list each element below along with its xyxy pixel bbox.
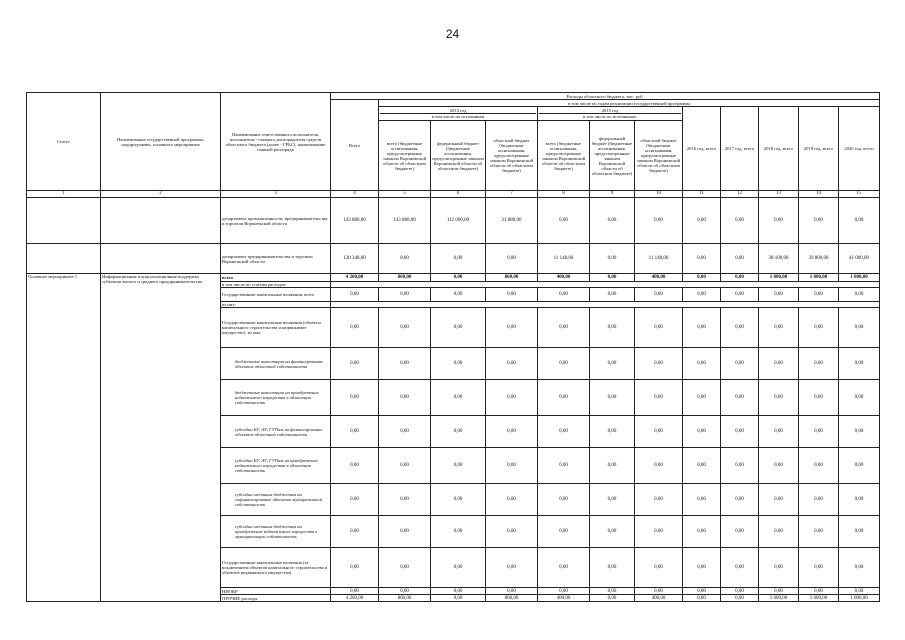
- value-cell: 1 000,00: [799, 595, 839, 602]
- value-cell: 0,00: [635, 348, 683, 380]
- value-cell: 0,00: [683, 516, 721, 548]
- value-cell: 0,00: [331, 588, 379, 595]
- value-cell: 0,00: [759, 198, 799, 244]
- header-year-2015-label: 2015 год: [601, 108, 619, 113]
- header-year-2014: [379, 107, 538, 121]
- value-cell: 0,00: [431, 348, 486, 380]
- value-cell: 130 348,00: [331, 244, 379, 274]
- value-cell: 0,00: [590, 380, 635, 416]
- column-number: 9: [590, 191, 635, 198]
- value-cell: 0,00: [431, 516, 486, 548]
- value-cell: 0,00: [486, 484, 538, 516]
- value-cell: 39 800,00: [799, 244, 839, 274]
- header-2014-obl: областной бюджет (бюджетные ассигнования, предусмотренные законом Воронежской области об областном бюджете): [486, 121, 538, 191]
- value-cell: 0,00: [486, 380, 538, 416]
- value-cell: 1 000,00: [799, 274, 839, 282]
- value-cell: 0,00: [683, 348, 721, 380]
- status-cell-empty: [27, 198, 101, 244]
- header-2016: 2016 год, всего: [683, 107, 721, 191]
- value-cell: 0,00: [635, 448, 683, 484]
- value-cell: 0,00: [486, 288, 538, 302]
- value-cell: 0,00: [331, 288, 379, 302]
- value-cell: 41 000,00: [839, 244, 880, 274]
- value-cell: 0,00: [486, 548, 538, 588]
- value-cell: 0,00: [683, 588, 721, 595]
- value-cell: 0,00: [839, 198, 880, 244]
- value-cell: 0,00: [721, 198, 759, 244]
- value-cell: 0,00: [721, 308, 759, 348]
- value-cell: 0,00: [721, 484, 759, 516]
- column-number: 14: [799, 191, 839, 198]
- expense-label: субсидии БУ, АУ, ГУПам на финансирование объектов областной собственности: [221, 416, 331, 448]
- value-cell: 0,00: [331, 484, 379, 516]
- header-2018: 2018 год, всего: [759, 107, 799, 191]
- value-cell: 0,00: [331, 548, 379, 588]
- value-cell: 0,00: [538, 448, 590, 484]
- column-number: 8: [538, 191, 590, 198]
- value-cell: 0,00: [486, 244, 538, 274]
- value-cell: 0,00: [635, 380, 683, 416]
- column-number: 12: [721, 191, 759, 198]
- header-2014-all: всего (бюджетные ассигнования, предусмотренные законом Воронежской области об областном бюджете): [379, 121, 431, 191]
- value-cell: 38 100,00: [759, 244, 799, 274]
- value-cell: 0,00: [721, 274, 759, 282]
- column-number: 4: [331, 191, 379, 198]
- value-cell: 0,00: [799, 308, 839, 348]
- value-cell: 0,00: [590, 595, 635, 602]
- value-cell: 860,00: [379, 274, 431, 282]
- expense-label: ПРОЧИЕ расходы: [221, 595, 331, 602]
- value-cell: 0,00: [683, 308, 721, 348]
- header-incl-sources-2015: в том числе по источникам:: [539, 113, 681, 119]
- value-cell: 0,00: [799, 380, 839, 416]
- value-cell: 11 148,00: [635, 244, 683, 274]
- value-cell: 0,00: [538, 588, 590, 595]
- value-cell: 0,00: [538, 548, 590, 588]
- value-cell: 1 000,00: [839, 595, 880, 602]
- value-cell: 0,00: [799, 484, 839, 516]
- expense-label: всего: [221, 274, 331, 282]
- value-cell: 0,00: [331, 308, 379, 348]
- value-cell: 0,00: [721, 348, 759, 380]
- header-year-2014-label: 2014 год: [449, 108, 467, 113]
- value-cell: 0,00: [331, 348, 379, 380]
- value-cell: 0,00: [635, 416, 683, 448]
- value-cell: 143 880,00: [331, 198, 379, 244]
- value-cell: 0,00: [799, 288, 839, 302]
- value-cell: 0,00: [683, 380, 721, 416]
- value-cell: 0,00: [839, 416, 880, 448]
- value-cell: 0,00: [590, 308, 635, 348]
- value-cell: 0,00: [379, 380, 431, 416]
- value-cell: 0,00: [635, 198, 683, 244]
- value-cell: 0,00: [379, 416, 431, 448]
- value-cell: 1 000,00: [759, 274, 799, 282]
- header-expenses: Расходы областного бюджета, тыс. руб.: [331, 93, 880, 100]
- column-number: 15: [839, 191, 880, 198]
- value-cell: 0,00: [799, 588, 839, 595]
- value-cell: 112 000,00: [431, 198, 486, 244]
- value-cell: 0,00: [799, 448, 839, 484]
- value-cell: 400,00: [635, 274, 683, 282]
- header-executor: Наименование ответственного исполнителя, исполнителя - главного распорядителя средств областного бюджета (далее - ГРБС), наименование главной распорядк: [221, 93, 331, 191]
- value-cell: 0,00: [379, 484, 431, 516]
- expense-label: бюджетные инвестиции на приобретение недвижимого имущества в областную собственность: [221, 380, 331, 416]
- value-cell: 0,00: [590, 448, 635, 484]
- value-cell: 0,00: [759, 416, 799, 448]
- value-cell: 0,00: [799, 516, 839, 548]
- value-cell: 0,00: [721, 516, 759, 548]
- value-cell: 0,00: [331, 516, 379, 548]
- value-cell: 0,00: [721, 448, 759, 484]
- executor-cell: департамент промышленности, предпринимательства и торговли Воронежской области: [221, 198, 331, 244]
- header-year-2015: [538, 107, 683, 121]
- value-cell: 0,00: [759, 588, 799, 595]
- column-number: 10: [635, 191, 683, 198]
- value-cell: 0,00: [683, 198, 721, 244]
- value-cell: 0,00: [799, 198, 839, 244]
- value-cell: 0,00: [721, 380, 759, 416]
- column-number: 1: [27, 191, 101, 198]
- name-cell-empty: [101, 198, 221, 244]
- value-cell: 0,00: [379, 348, 431, 380]
- value-cell: 0,00: [683, 416, 721, 448]
- value-cell: 0,00: [431, 380, 486, 416]
- value-cell: 1 000,00: [759, 595, 799, 602]
- column-number: 2: [101, 191, 221, 198]
- value-cell: 0,00: [839, 448, 880, 484]
- table-body: [27, 93, 880, 602]
- status-cell-empty: [27, 244, 101, 274]
- value-cell: 0,00: [759, 380, 799, 416]
- value-cell: 0,00: [839, 288, 880, 302]
- activity-status: Основное мероприятие 1: [27, 274, 101, 602]
- table-row: [27, 244, 880, 274]
- value-cell: 0,00: [683, 484, 721, 516]
- value-cell: 0,00: [379, 244, 431, 274]
- value-cell: 0,00: [538, 308, 590, 348]
- value-cell: 0,00: [635, 548, 683, 588]
- value-cell: 0,00: [590, 274, 635, 282]
- header-total: Всего: [331, 100, 379, 191]
- value-cell: 0,00: [759, 516, 799, 548]
- table-row: [27, 198, 880, 244]
- value-cell: 0,00: [839, 348, 880, 380]
- value-cell: 860,00: [486, 595, 538, 602]
- expense-label: Государственные капитальные вложения, всего: [221, 288, 331, 302]
- header-2015-all: всего (бюджетные ассигнования, предусмотренные законом Воронежской области об областном бюджете): [538, 121, 590, 191]
- column-number: 3: [221, 191, 331, 198]
- value-cell: 0,00: [590, 198, 635, 244]
- value-cell: 0,00: [721, 244, 759, 274]
- value-cell: 0,00: [635, 588, 683, 595]
- value-cell: 0,00: [538, 484, 590, 516]
- value-cell: 0,00: [431, 274, 486, 282]
- value-cell: 0,00: [683, 548, 721, 588]
- value-cell: 0,00: [683, 448, 721, 484]
- value-cell: 31 880,00: [486, 198, 538, 244]
- value-cell: 0,00: [431, 448, 486, 484]
- value-cell: 0,00: [839, 548, 880, 588]
- value-cell: 0,00: [683, 274, 721, 282]
- value-cell: 0,00: [590, 548, 635, 588]
- value-cell: 0,00: [331, 448, 379, 484]
- expense-label: в том числе по статьям расходов:: [221, 282, 331, 288]
- value-cell: 0,00: [379, 288, 431, 302]
- expense-label: субсидии местным бюджетам на софинансирование объектов муниципальной собственности: [221, 484, 331, 516]
- value-cell: 0,00: [486, 448, 538, 484]
- value-cell: 0,00: [839, 308, 880, 348]
- value-cell: 0,00: [486, 348, 538, 380]
- page-number: 24: [445, 27, 460, 41]
- header-2014-fed: федеральный бюджет (бюджетные ассигнования, предусмотренные законом Воронежской области об областном бюджете): [431, 121, 486, 191]
- expense-label: субсидии БУ, АУ, ГУПам на приобретение недвижимого имущества в областную собственность: [221, 448, 331, 484]
- value-cell: 0,00: [590, 484, 635, 516]
- value-cell: 0,00: [379, 588, 431, 595]
- header-2020: 2020 год, всего: [839, 107, 880, 191]
- value-cell: 0,00: [486, 308, 538, 348]
- value-cell: 0,00: [431, 416, 486, 448]
- value-cell: 860,00: [486, 274, 538, 282]
- value-cell: 0,00: [635, 288, 683, 302]
- value-cell: 0,00: [538, 516, 590, 548]
- value-cell: 0,00: [721, 595, 759, 602]
- value-cell: 0,00: [538, 198, 590, 244]
- value-cell: 0,00: [759, 448, 799, 484]
- value-cell: 0,00: [683, 595, 721, 602]
- value-cell: 11 148,00: [538, 244, 590, 274]
- value-cell: 0,00: [635, 484, 683, 516]
- value-cell: 860,00: [379, 595, 431, 602]
- value-cell: 0,00: [759, 288, 799, 302]
- value-cell: 0,00: [538, 348, 590, 380]
- column-number: 5: [379, 191, 431, 198]
- value-cell: 0,00: [486, 588, 538, 595]
- header-incl-sources: в том числе по источникам: [380, 113, 536, 119]
- value-cell: 0,00: [839, 484, 880, 516]
- value-cell: 0,00: [431, 595, 486, 602]
- expense-label: бюджетные инвестиции на финансирование объектов областной собственности: [221, 348, 331, 380]
- value-cell: 0,00: [759, 308, 799, 348]
- expense-label: Государственные капитальные вложения (за исключением объектов капитального строительства и объектов недвижимого имущества): [221, 548, 331, 588]
- value-cell: 0,00: [759, 484, 799, 516]
- value-cell: 400,00: [538, 595, 590, 602]
- value-cell: 0,00: [431, 588, 486, 595]
- value-cell: 0,00: [799, 416, 839, 448]
- value-cell: 0,00: [431, 308, 486, 348]
- value-cell: 0,00: [721, 588, 759, 595]
- expense-label: из них:: [221, 302, 331, 308]
- value-cell: 0,00: [538, 288, 590, 302]
- value-cell: 400,00: [538, 274, 590, 282]
- value-cell: 143 880,00: [379, 198, 431, 244]
- header-2019: 2019 год, всего: [799, 107, 839, 191]
- value-cell: 0,00: [839, 380, 880, 416]
- header-2015-fed: федеральный бюджет (бюджетные ассигнования, предусмотренные законом Воронежской области об областном бюджете): [590, 121, 635, 191]
- column-number-row: [27, 191, 880, 198]
- value-cell: 0,00: [683, 244, 721, 274]
- header-name: Наименование государственной программы, подпрограммы, основного мероприятия: [101, 93, 221, 191]
- column-number: 6: [431, 191, 486, 198]
- value-cell: 0,00: [538, 380, 590, 416]
- value-cell: 0,00: [379, 548, 431, 588]
- executor-cell: департамент предпринимательства и торговли Воронежской области: [221, 244, 331, 274]
- value-cell: 0,00: [486, 516, 538, 548]
- value-cell: 0,00: [431, 484, 486, 516]
- value-cell: 0,00: [379, 448, 431, 484]
- header-2015-obl: областной бюджет (бюджетные ассигнования, предусмотренные законом Воронежской области об областном бюджете): [635, 121, 683, 191]
- value-cell: 0,00: [486, 416, 538, 448]
- expense-label: Государственные капитальные вложения (объекты капитального строительства и недвижимое имущество), из них:: [221, 308, 331, 348]
- value-cell: 0,00: [379, 308, 431, 348]
- header-status: Статус: [27, 93, 101, 191]
- value-cell: 0,00: [431, 288, 486, 302]
- value-cell: 0,00: [538, 416, 590, 448]
- value-cell: 0,00: [721, 288, 759, 302]
- value-cell: 0,00: [759, 548, 799, 588]
- value-cell: 0,00: [590, 348, 635, 380]
- table-row: [27, 274, 880, 282]
- column-number: 11: [683, 191, 721, 198]
- value-cell: 4 260,00: [331, 595, 379, 602]
- value-cell: 0,00: [721, 416, 759, 448]
- expense-label: субсидии местным бюджетам на приобретение недвижимого имущества в муниципальную собственность: [221, 516, 331, 548]
- value-cell: 0,00: [331, 380, 379, 416]
- budget-table: [26, 92, 880, 602]
- value-cell: 0,00: [799, 548, 839, 588]
- value-cell: 0,00: [635, 516, 683, 548]
- name-cell-empty: [101, 244, 221, 274]
- column-number: 13: [759, 191, 799, 198]
- expense-label: НИОКР: [221, 588, 331, 595]
- value-cell: 0,00: [799, 348, 839, 380]
- value-cell: 1 000,00: [839, 274, 880, 282]
- value-cell: 0,00: [839, 588, 880, 595]
- value-cell: 0,00: [721, 548, 759, 588]
- column-number: 7: [486, 191, 538, 198]
- value-cell: 0,00: [331, 416, 379, 448]
- value-cell: 0,00: [683, 288, 721, 302]
- value-cell: 0,00: [590, 516, 635, 548]
- value-cell: 0,00: [431, 244, 486, 274]
- value-cell: 0,00: [590, 416, 635, 448]
- value-cell: 4 260,00: [331, 274, 379, 282]
- value-cell: 0,00: [590, 288, 635, 302]
- value-cell: 400,00: [635, 595, 683, 602]
- header-2017: 2017 год, всего: [721, 107, 759, 191]
- value-cell: 0,00: [379, 516, 431, 548]
- value-cell: 0,00: [431, 548, 486, 588]
- activity-name: Информационная и консультационная поддержка субъектов малого и среднего предпринимательства: [101, 274, 221, 602]
- value-cell: 0,00: [759, 348, 799, 380]
- value-cell: 0,00: [590, 244, 635, 274]
- value-cell: 0,00: [590, 588, 635, 595]
- header-incl-years: в том числе по годам реализации государственной программы: [379, 100, 880, 107]
- value-cell: 0,00: [635, 308, 683, 348]
- value-cell: 0,00: [839, 516, 880, 548]
